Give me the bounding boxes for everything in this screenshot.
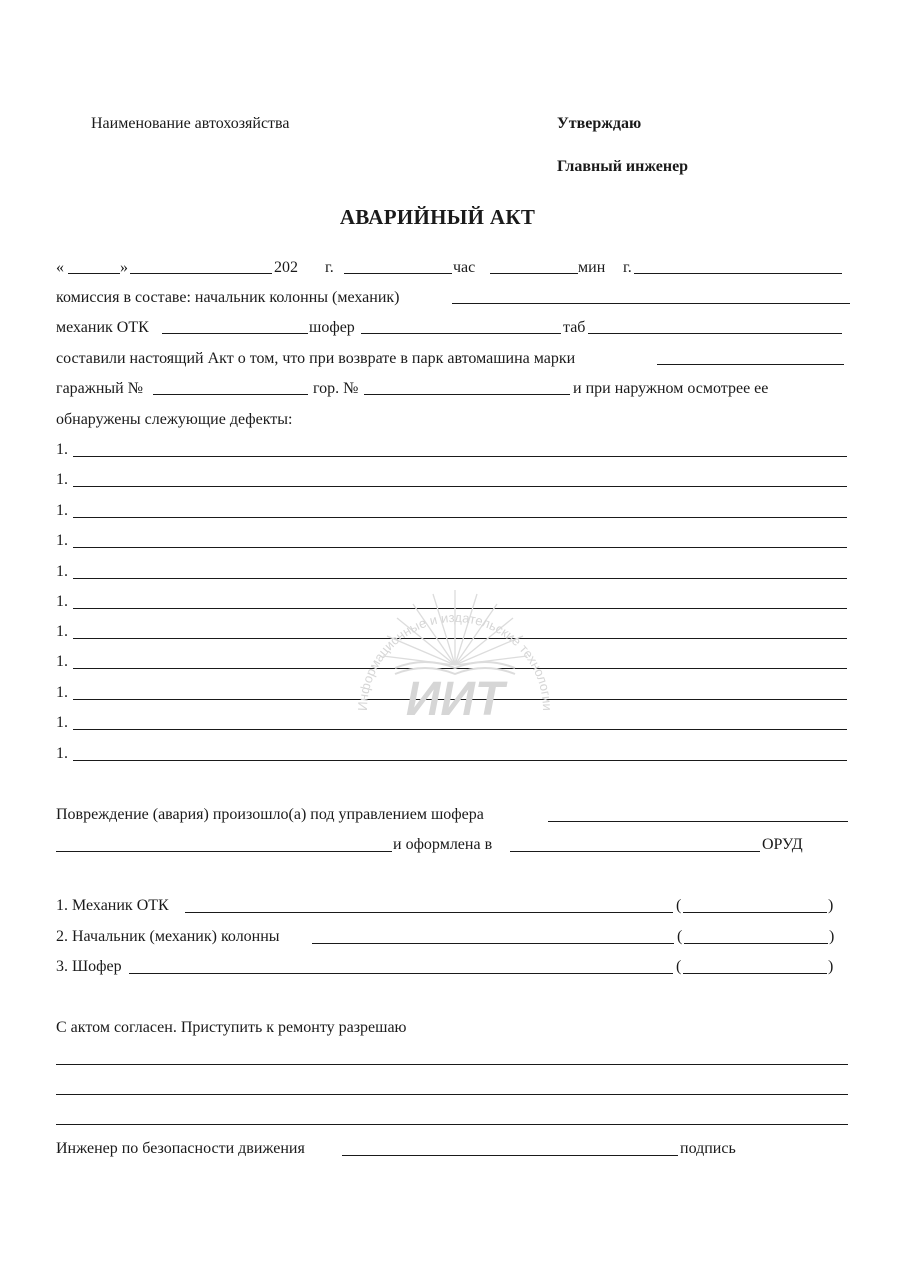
minute-label: мин bbox=[578, 259, 606, 276]
approve-label: Утверждаю bbox=[557, 115, 642, 132]
year-prefix: 202 bbox=[274, 259, 298, 276]
driver-name-field[interactable] bbox=[548, 821, 848, 822]
signature-label-driver: 3. Шофер bbox=[56, 958, 122, 975]
day-field[interactable] bbox=[68, 273, 120, 274]
signature-paren-open: ( bbox=[676, 897, 682, 914]
orud-label: ОРУД bbox=[762, 836, 803, 853]
signature-caption: подпись bbox=[680, 1140, 736, 1157]
driver-label: шофер bbox=[309, 319, 355, 336]
hour-field[interactable] bbox=[344, 273, 452, 274]
defects-label: обнаружены слежующие дефекты: bbox=[56, 411, 293, 428]
signature-paren-close: ) bbox=[828, 958, 834, 975]
document-title: АВАРИЙНЫЙ АКТ bbox=[339, 205, 536, 229]
month-field[interactable] bbox=[130, 273, 272, 274]
signature-name-field-mechanic[interactable] bbox=[683, 912, 827, 913]
defect-number: 1. bbox=[56, 714, 68, 731]
defect-number: 1. bbox=[56, 653, 68, 670]
org-label: Наименование автохозяйства bbox=[91, 115, 290, 132]
city-label: г. bbox=[623, 259, 632, 276]
signature-paren-close: ) bbox=[829, 928, 835, 945]
plate-number-field[interactable] bbox=[364, 394, 570, 395]
date-open-quote: « bbox=[56, 259, 64, 276]
defect-number: 1. bbox=[56, 684, 68, 701]
mechanic-otk-label: механик ОТК bbox=[56, 319, 149, 336]
agreement-line[interactable] bbox=[56, 1094, 848, 1095]
signature-field-mechanic[interactable] bbox=[185, 912, 673, 913]
defect-number: 1. bbox=[56, 471, 68, 488]
act-statement: составили настоящий Акт о том, что при возврате в парк автомашина марки bbox=[56, 350, 576, 367]
signature-paren-open: ( bbox=[677, 928, 683, 945]
commission-label: комиссия в составе: начальник колонны (механик) bbox=[56, 289, 400, 306]
inspection-label: и при наружном осмотрее ее bbox=[573, 380, 769, 397]
defect-number: 1. bbox=[56, 593, 68, 610]
minute-field[interactable] bbox=[490, 273, 578, 274]
signature-paren-close: ) bbox=[828, 897, 834, 914]
safety-engineer-label: Инженер по безопасности движения bbox=[56, 1140, 305, 1157]
agreement-line[interactable] bbox=[56, 1124, 848, 1125]
garage-number-label: гаражный № bbox=[56, 380, 143, 397]
defect-number: 1. bbox=[56, 745, 68, 762]
driver-field[interactable] bbox=[361, 333, 561, 334]
signature-field-driver[interactable] bbox=[129, 973, 673, 974]
tab-field[interactable] bbox=[588, 333, 842, 334]
garage-number-field[interactable] bbox=[153, 394, 308, 395]
date-close-quote: » bbox=[120, 259, 128, 276]
safety-engineer-signature-field[interactable] bbox=[342, 1155, 678, 1156]
defect-field[interactable] bbox=[73, 517, 847, 518]
registered-label: и оформлена в bbox=[393, 836, 493, 853]
signature-label-mechanic: 1. Механик ОТК bbox=[56, 897, 169, 914]
defect-field[interactable] bbox=[73, 486, 847, 487]
car-brand-field[interactable] bbox=[657, 364, 844, 365]
watermark-logo-text: ИИТ bbox=[405, 673, 505, 726]
mechanic-otk-field[interactable] bbox=[162, 333, 308, 334]
hour-label: час bbox=[453, 259, 476, 276]
defect-number: 1. bbox=[56, 623, 68, 640]
damage-statement: Повреждение (авария) произошло(а) под управлением шофера bbox=[56, 806, 484, 823]
signature-label-column-head: 2. Начальник (механик) колонны bbox=[56, 928, 280, 945]
publisher-watermark-logo bbox=[345, 560, 565, 740]
signature-paren-open: ( bbox=[676, 958, 682, 975]
agreement-statement: С актом согласен. Приступить к ремонту разрешаю bbox=[56, 1019, 407, 1036]
commission-head-field[interactable] bbox=[452, 303, 850, 304]
year-suffix: г. bbox=[325, 259, 334, 276]
watermark-arc-text: Информационные и издательские технологии bbox=[354, 609, 556, 712]
signature-name-field-driver[interactable] bbox=[683, 973, 827, 974]
defect-number: 1. bbox=[56, 563, 68, 580]
traffic-department-field[interactable] bbox=[510, 851, 760, 852]
defect-field[interactable] bbox=[73, 760, 847, 761]
city-field[interactable] bbox=[634, 273, 842, 274]
defect-number: 1. bbox=[56, 441, 68, 458]
signature-field-column-head[interactable] bbox=[312, 943, 674, 944]
chief-engineer-label: Главный инженер bbox=[557, 158, 689, 175]
defect-number: 1. bbox=[56, 532, 68, 549]
plate-number-label: гор. № bbox=[313, 380, 359, 397]
signature-name-field-column-head[interactable] bbox=[684, 943, 828, 944]
defect-field[interactable] bbox=[73, 547, 847, 548]
defect-number: 1. bbox=[56, 502, 68, 519]
defect-field[interactable] bbox=[73, 456, 847, 457]
tab-label: таб bbox=[563, 319, 586, 336]
driver-name-continued-field[interactable] bbox=[56, 851, 392, 852]
agreement-line[interactable] bbox=[56, 1064, 848, 1065]
